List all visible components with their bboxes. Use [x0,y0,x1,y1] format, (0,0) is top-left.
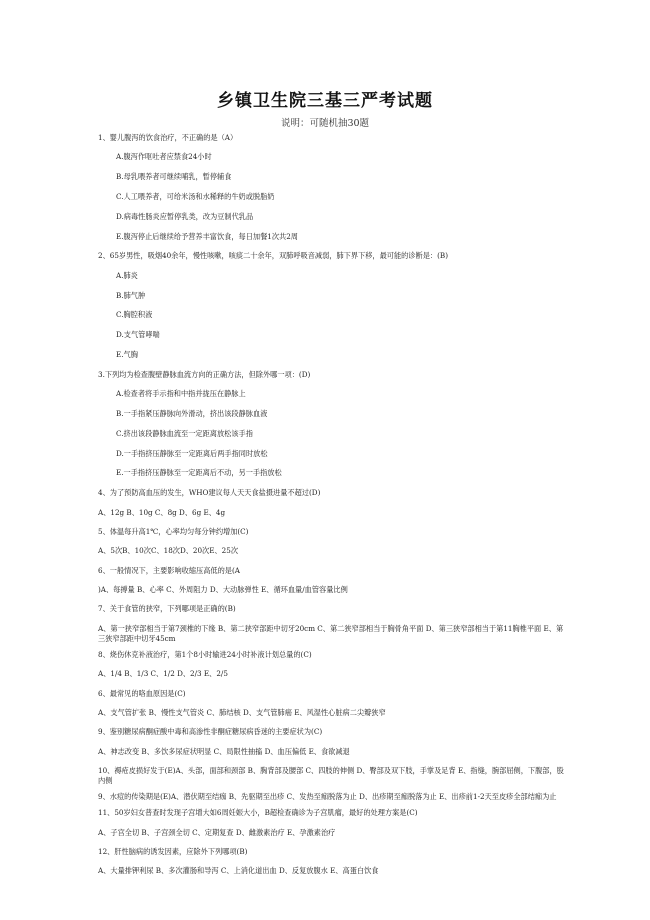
answer-option: B.肺气肿 [116,290,146,300]
answer-option: E.腹泻停止后继续给予营养丰富饮食，每日加餐1次共2周 [116,231,298,241]
answer-option: A.腹泻作呕吐者应禁食24小时 [116,152,212,162]
answer-option: C.挤出该段静脉血流至一定距离放松该手指 [116,428,253,438]
question-line: A、5次B、10次C、18次D、20次E、25次 [98,546,239,556]
question-line: A、神志改变 B、多饮多尿症状明显 C、局限性抽搐 D、血压偏低 E、食欲减退 [98,746,350,756]
question-line: A、子宫全切 B、子宫颈全切 C、定期复查 D、雌激素治疗 E、孕激素治疗 [98,827,336,837]
question-line: 6、一般情况下，主要影响收缩压高低的是(A [98,565,240,575]
question-line: A、第一狭窄部相当于第7颈椎的下缘 B、第二狭窄部距中切牙20cm C、第二狭窄部相当于胸骨角平面 D、第三狭窄部相当于第11胸椎平面 E、第三狭窄部距中切牙45cm [98,623,564,643]
question-line: A、支气管扩张 B、慢性支气管炎 C、肺结核 D、支气管肺癌 E、风湿性心脏病二尖瓣狭窄 [98,708,386,718]
question-line: 10、褥疮皮损好发于(E)A、头部，面部和颈部 B、胸背部及腰部 C、四肢的伸侧 D、臀部及双下肢，手掌及足背 E、指缝，腕部屈侧，下腹部，股内侧 [98,766,564,786]
question-line: 12、肝性脑病的诱发因素，应除外下列哪项(B) [98,846,248,856]
answer-option: E.气胸 [116,349,138,359]
question-line: A、大量排钾利尿 B、多次灌肠和导泻 C、上消化道出血 D、反复放腹水 E、高蛋白饮食 [98,866,379,876]
question-line: 6、最常见的咯血原因是(C) [98,688,186,698]
answer-option: C.胸腔积液 [116,310,153,320]
answer-option: D.病毒性肠炎应暂停乳类，改为豆制代乳品 [116,211,254,221]
question-line: 2、65岁男性，吸烟40余年，慢性咳嗽，咳痰二十余年，双肺呼吸音减弱，肺下界下移，最可能的诊断是：(B) [98,251,449,261]
answer-option: D.支气管哮喘 [116,330,160,340]
question-line: 5、体温每升高1℃，心率均匀每分钟约增加(C) [98,526,249,536]
answer-option: C.人工喂养者，可给米汤和水稀释的牛奶或脱脂奶 [116,191,275,201]
question-line: 9、水痘的传染期是(E)A、潜伏期至结痂 B、先驱期至出疹 C、发热至痂脱落为止 D、出疹期至痂脱落为止 E、出疹前1-2天至皮疹全部结痂为止 [98,792,557,802]
page-title: 乡镇卫生院三基三严考试题 [217,91,433,111]
answer-option: D.一手指挤压静脉至一定距离后两手指同时放松 [116,448,268,458]
answer-option: A.肺炎 [116,270,138,280]
page-subtitle: 说明：可随机抽30题 [280,118,370,129]
question-line: 7、关于食管的狭窄，下列哪项是正确的(B) [98,604,236,614]
question-line: A、12g B、10g C、8g D、6g E、4g [98,507,226,517]
question-line: 8、烧伤休克补液治疗，第1个8小时输进24小时补液计划总量的(C) [98,649,312,659]
question-line: 11、50岁妇女普查时发现子宫增大如6周妊娠大小，B超检查确诊为子宫肌瘤，最好的处理方案是(C) [98,808,418,818]
question-line: 1、婴儿腹泻的饮食治疗，不正确的是（A） [98,133,238,142]
answer-option: B.母乳喂养者可继续哺乳，暂停辅食 [116,172,232,182]
answer-option: A.检查者将手示指和中指并拢压在静脉上 [116,389,246,399]
answer-option: E.一手指挤压静脉至一定距离后不动，另一手指放松 [116,468,282,478]
answer-option: B.一手指紧压静脉向外滑动，挤出该段静脉血液 [116,408,268,418]
question-line: 4、为了预防高血压的发生，WHO建议每人天天食盐摄进量不超过(D) [98,488,321,498]
question-line: 9、鉴别糖尿病酮症酸中毒和高渗性非酮症糖尿病昏迷的主要症状为(C) [98,727,323,737]
question-line: A、1/4 B、1/3 C、1/2 D、2/3 E、2/5 [98,669,228,679]
question-line: )A、每搏量 B、心率 C、外周阻力 D、大动脉弹性 E、循环血量/血管容量比例 [98,585,348,595]
question-line: 3.下列均为检查腹壁静脉血流方向的正确方法，但除外哪一项：(D) [98,369,311,379]
question-list [98,133,568,886]
